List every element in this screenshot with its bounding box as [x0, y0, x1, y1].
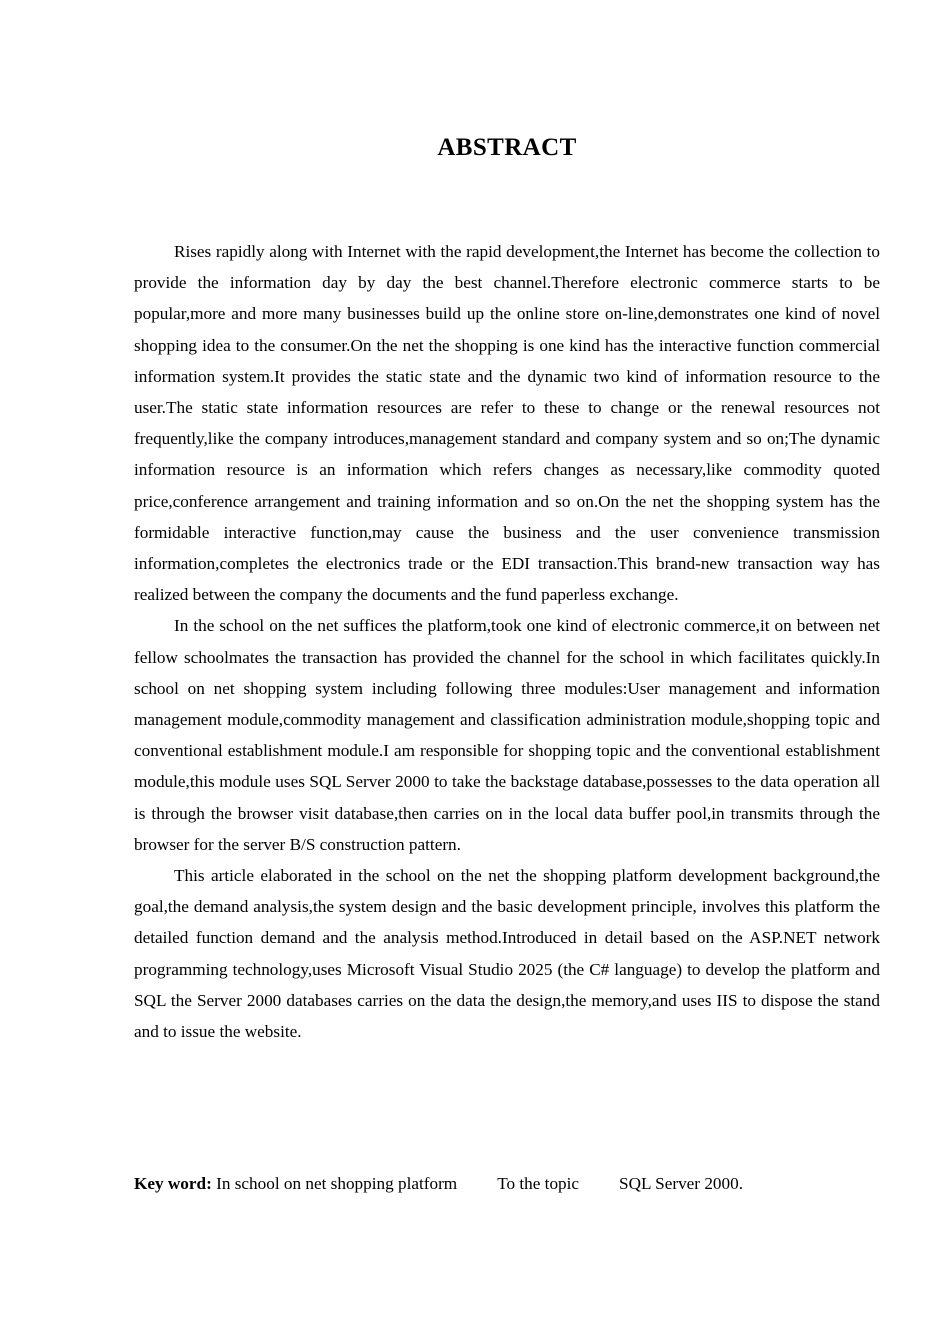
abstract-paragraph-2: In the school on the net suffices the platform,took one kind of electronic commerce,it on between net fellow schoolmates the transaction has provided the channel for the school in which facilitates quickly.In school on net shopping system including following three modules:User management and information management module,commodity management and classification administration module,shopping topic and conventional establishment module.I am responsible for shopping topic and the conventional establishment module,this module uses SQL Server 2000 to take the backstage database,possesses to the data operation all is through the browser visit database,then carries on in the local data buffer pool,in transmits through the browser for the server B/S construction pattern. — [134, 616, 880, 854]
abstract-body — [134, 236, 880, 1047]
keywords-line — [134, 1168, 880, 1199]
keyword-item-3: SQL Server 2000. — [619, 1174, 744, 1193]
keyword-item-1: In school on net shopping platform — [216, 1174, 458, 1193]
keyword-item-2: To the topic — [497, 1174, 580, 1193]
keywords-label: Key word: — [134, 1174, 212, 1193]
page-title: ABSTRACT — [437, 134, 577, 161]
abstract-paragraph-3: This article elaborated in the school on the net the shopping platform development background,the goal,the demand analysis,the system design and the basic development principle, involves this platform the detailed function demand and the analysis method.Introduced in detail based on the ASP.NET network programming technology,uses Microsoft Visual Studio 2025 (the C# language) to develop the platform and SQL the Server 2000 databases carries on the data the design,the memory,and uses IIS to dispose the stand and to issue the website. — [134, 866, 880, 1042]
abstract-paragraph-1: Rises rapidly along with Internet with the rapid development,the Internet has become the collection to provide the information day by day the best channel.Therefore electronic commerce starts to be popular,more and more many businesses build up the online store on-line,demonstrates one kind of novel shopping idea to the consumer.On the net the shopping is one kind has the interactive function commercial information system.It provides the static state and the dynamic two kind of information resource to the user.The static state information resources are refer to these to change or the renewal resources not frequently,like the company introduces,management standard and company system and so on;The dynamic information resource is an information which refers changes as necessary,like commodity quoted price,conference arrangement and training information and so on.On the net the shopping system has the formidable interactive function,may cause the business and the user convenience transmission information,completes the electronics trade or the EDI transaction.This brand-new transaction way has realized between the company the documents and the fund paperless exchange. — [134, 242, 880, 605]
